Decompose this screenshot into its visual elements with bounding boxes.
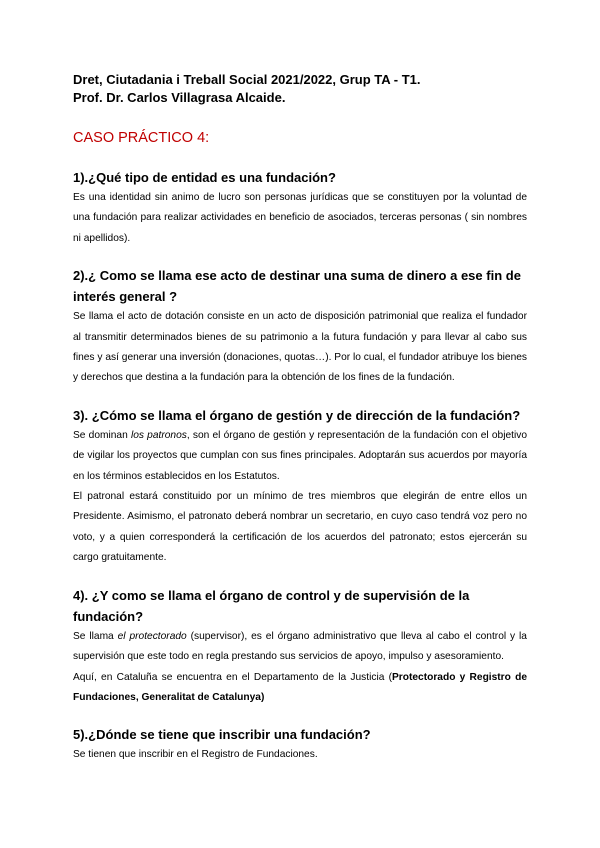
answer-2-text: Se llama el acto de dotación consiste en un acto de disposición patrimonial que realiza el fundador al transmitir determinados bienes de su patrimonio a la futura fundación y para llevar al cabo sus fines y así generar una inversión (donaciones, quotas…). Por lo cual, el fundador atribuye los bienes y derechos que destina a la fundación para la obtención de los fines de la fundación. xyxy=(73,311,527,384)
answer-5-text: Se tienen que inscribir en el Registro de Fundaciones. xyxy=(73,749,318,761)
answer-2 xyxy=(73,307,527,389)
answer-4-term: el protectorado xyxy=(117,630,187,642)
document-header xyxy=(73,71,527,107)
answer-3-paragraph-2: El patronal estará constituido por un mínimo de tres miembros que elegirán de entre ellos un Presidente. Asimismo, el patronato deberá nombrar un secretario, en cuyo caso tendrá voz pero no voto, y a quien corresponderá la certificación de los acuerdos del patronato; estos ejercerán su cargo gratuitamente. xyxy=(73,491,527,564)
answer-3 xyxy=(73,426,527,569)
answer-3-paragraph-1 xyxy=(73,426,527,487)
professor-name: Prof. Dr. Carlos Villagrasa Alcaide. xyxy=(73,90,286,105)
answer-5 xyxy=(73,745,527,765)
case-title: CASO PRÁCTICO 4: xyxy=(73,130,210,146)
answer-4-pre: Se llama xyxy=(73,630,118,642)
answer-4b-pre: Aquí, en Cataluña se encuentra en el Departamento de la Justicia ( xyxy=(73,671,393,683)
answer-4 xyxy=(73,627,527,709)
answer-3-post: , son el órgano de gestión y representación de la fundación con el objetivo de vigilar los proyectos que cumplan con sus fines principales. Adoptarán sus acuerdos por mayoría en los términos establecidos en los Estatutos. xyxy=(73,429,527,482)
answer-1-text: Es una identidad sin animo de lucro son personas jurídicas que se constituyen por la voluntad de una fundación para realizar actividades en beneficio de asociados, terceras personas ( sin nombres ni apellidos). xyxy=(73,192,527,244)
answer-4-paragraph-2 xyxy=(73,668,527,709)
question-3: 3). ¿Cómo se llama el órgano de gestión y de dirección de la fundación? xyxy=(73,407,521,423)
answer-4-paragraph-1 xyxy=(73,627,527,668)
question-5: 5).¿Dónde se tiene que inscribir una fundación? xyxy=(73,727,371,743)
question-1: 1).¿Qué tipo de entidad es una fundación? xyxy=(73,170,336,185)
answer-4b-bold: Protectorado y Registro de Fundaciones, Generalitat de Catalunya) xyxy=(73,671,527,703)
answer-4-post: (supervisor), es el órgano administrativo que lleva al cabo el control y la supervisión que este todo en regla prestando sus servicios de apoyo, impulso y asesoramiento. xyxy=(73,630,527,663)
answer-3-term: los patronos xyxy=(130,429,187,441)
question-4: 4). ¿Y como se llama el órgano de control y de supervisión de la fundación? xyxy=(73,587,470,624)
question-2: 2).¿ Como se llama ese acto de destinar una suma de dinero a ese fin de interés general ? xyxy=(73,268,521,305)
answer-1 xyxy=(73,188,527,249)
answer-3-pre: Se dominan xyxy=(73,429,131,441)
course-title: Dret, Ciutadania i Treball Social 2021/2022, Grup TA - T1. xyxy=(73,72,421,87)
